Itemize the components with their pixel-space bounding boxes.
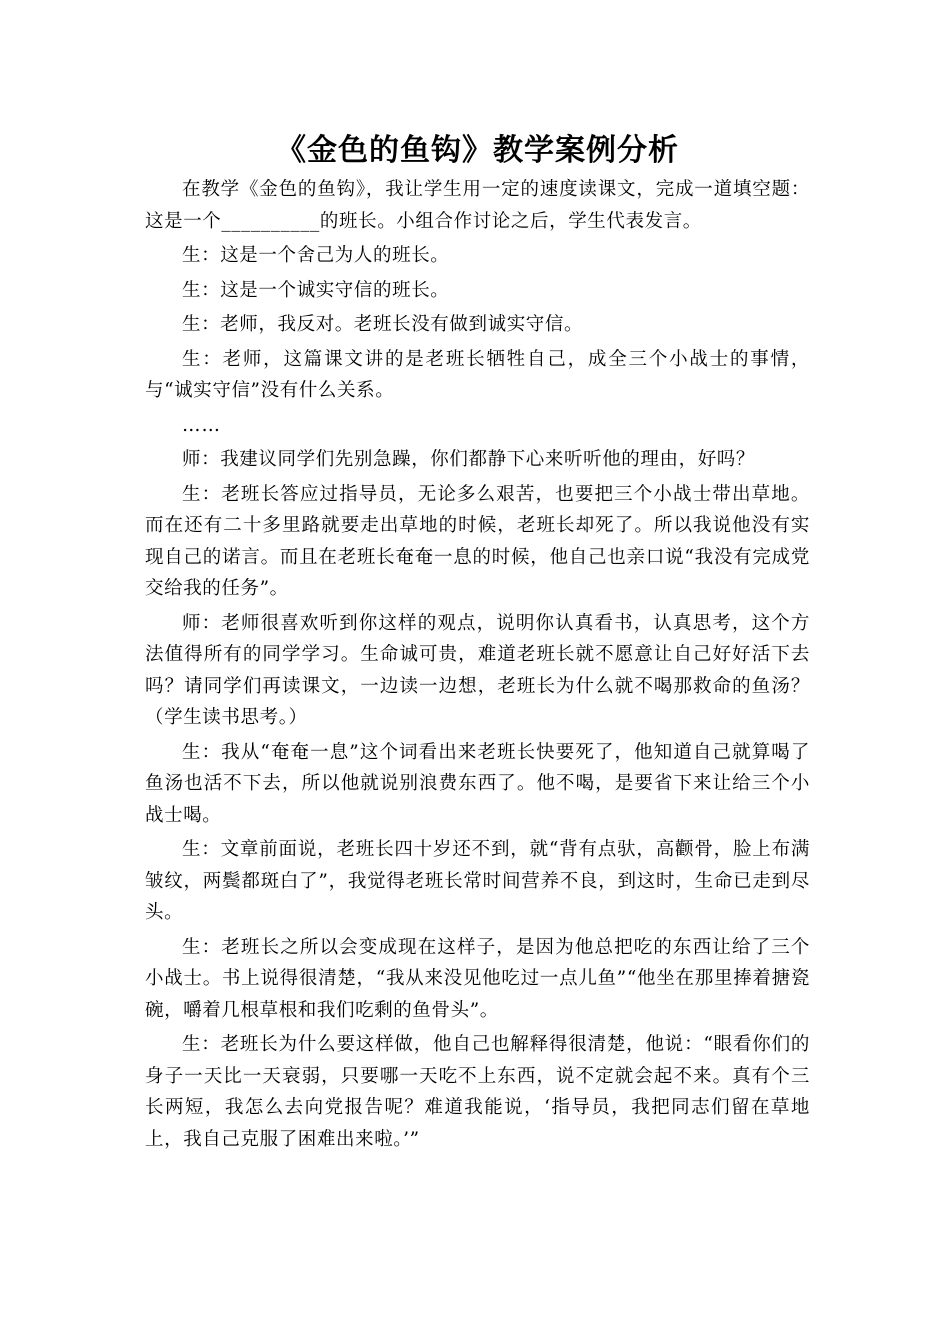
paragraph-teacher-2: 师：老师很喜欢听到你这样的观点，说明你认真看书，认真思考，这个方法值得所有的同学学习。生命诚可贵，难道老班长就不愿意让自己好好活下去吗？请同学们再读课文，一边读一边想，老班长为什么就不喝那救命的鱼汤？（学生读书思考。） xyxy=(145,612,810,728)
paragraph-student-9: 生：老班长为什么要这样做，他自己也解释得很清楚，他说：“眼看你们的身子一天比一天衰弱，只要哪一天吃不上东西，说不定就会起不来。真有个三长两短，我怎么去向党报告呢？难道我能说，‘指导员，我把同志们留在草地上，我自己克服了困难出来啦。’” xyxy=(145,1034,810,1150)
paragraph-teacher-1: 师：我建议同学们先别急躁，你们都静下心来听听他的理由，好吗？ xyxy=(182,449,756,470)
paragraph-student-4: 生：老师，这篇课文讲的是老班长牺牲自己，成全三个小战士的事情，与“诚实守信”没有什么关系。 xyxy=(145,348,810,401)
paragraph-intro: 在教学《金色的鱼钩》，我让学生用一定的速度读课文，完成一道填空题：这是一个__________的班长。小组合作讨论之后，学生代表发言。 xyxy=(145,179,810,232)
paragraph-student-3: 生：老师，我反对。老班长没有做到诚实守信。 xyxy=(182,314,584,335)
document-page xyxy=(145,128,810,1158)
paragraph-student-7: 生：文章前面说，老班长四十岁还不到，就“背有点驮，高颧骨，脸上布满皱纹，两鬓都斑白了”，我觉得老班长常时间营养不良，到这时，生命已走到尽头。 xyxy=(145,839,810,923)
paragraph-student-6: 生：我从“奄奄一息”这个词看出来老班长快要死了，他知道自己就算喝了鱼汤也活不下去，所以他就说别浪费东西了。他不喝，是要省下来让给三个小战士喝。 xyxy=(145,741,810,826)
paragraph-ellipsis: …… xyxy=(182,414,221,436)
paragraph-student-1: 生：这是一个舍己为人的班长。 xyxy=(182,245,450,266)
paragraph-student-5: 生：老班长答应过指导员，无论多么艰苦，也要把三个小战士带出草地。而在还有二十多里路就要走出草地的时候，老班长却死了。所以我说他没有实现自己的诺言。而且在老班长奄奄一息的时候，他自己也亲口说“我没有完成党交给我的任务”。 xyxy=(145,483,810,599)
paragraph-student-2: 生：这是一个诚实守信的班长。 xyxy=(182,279,450,301)
paragraph-student-8: 生：老班长之所以会变成现在这样子，是因为他总把吃的东西让给了三个小战士。书上说得很清楚，“我从来没见他吃过一点儿鱼”“他坐在那里捧着搪瓷碗，嚼着几根草根和我们吃剩的鱼骨头”。 xyxy=(145,936,810,1021)
document-title: 《金色的鱼钩》教学案例分析 xyxy=(276,133,679,168)
